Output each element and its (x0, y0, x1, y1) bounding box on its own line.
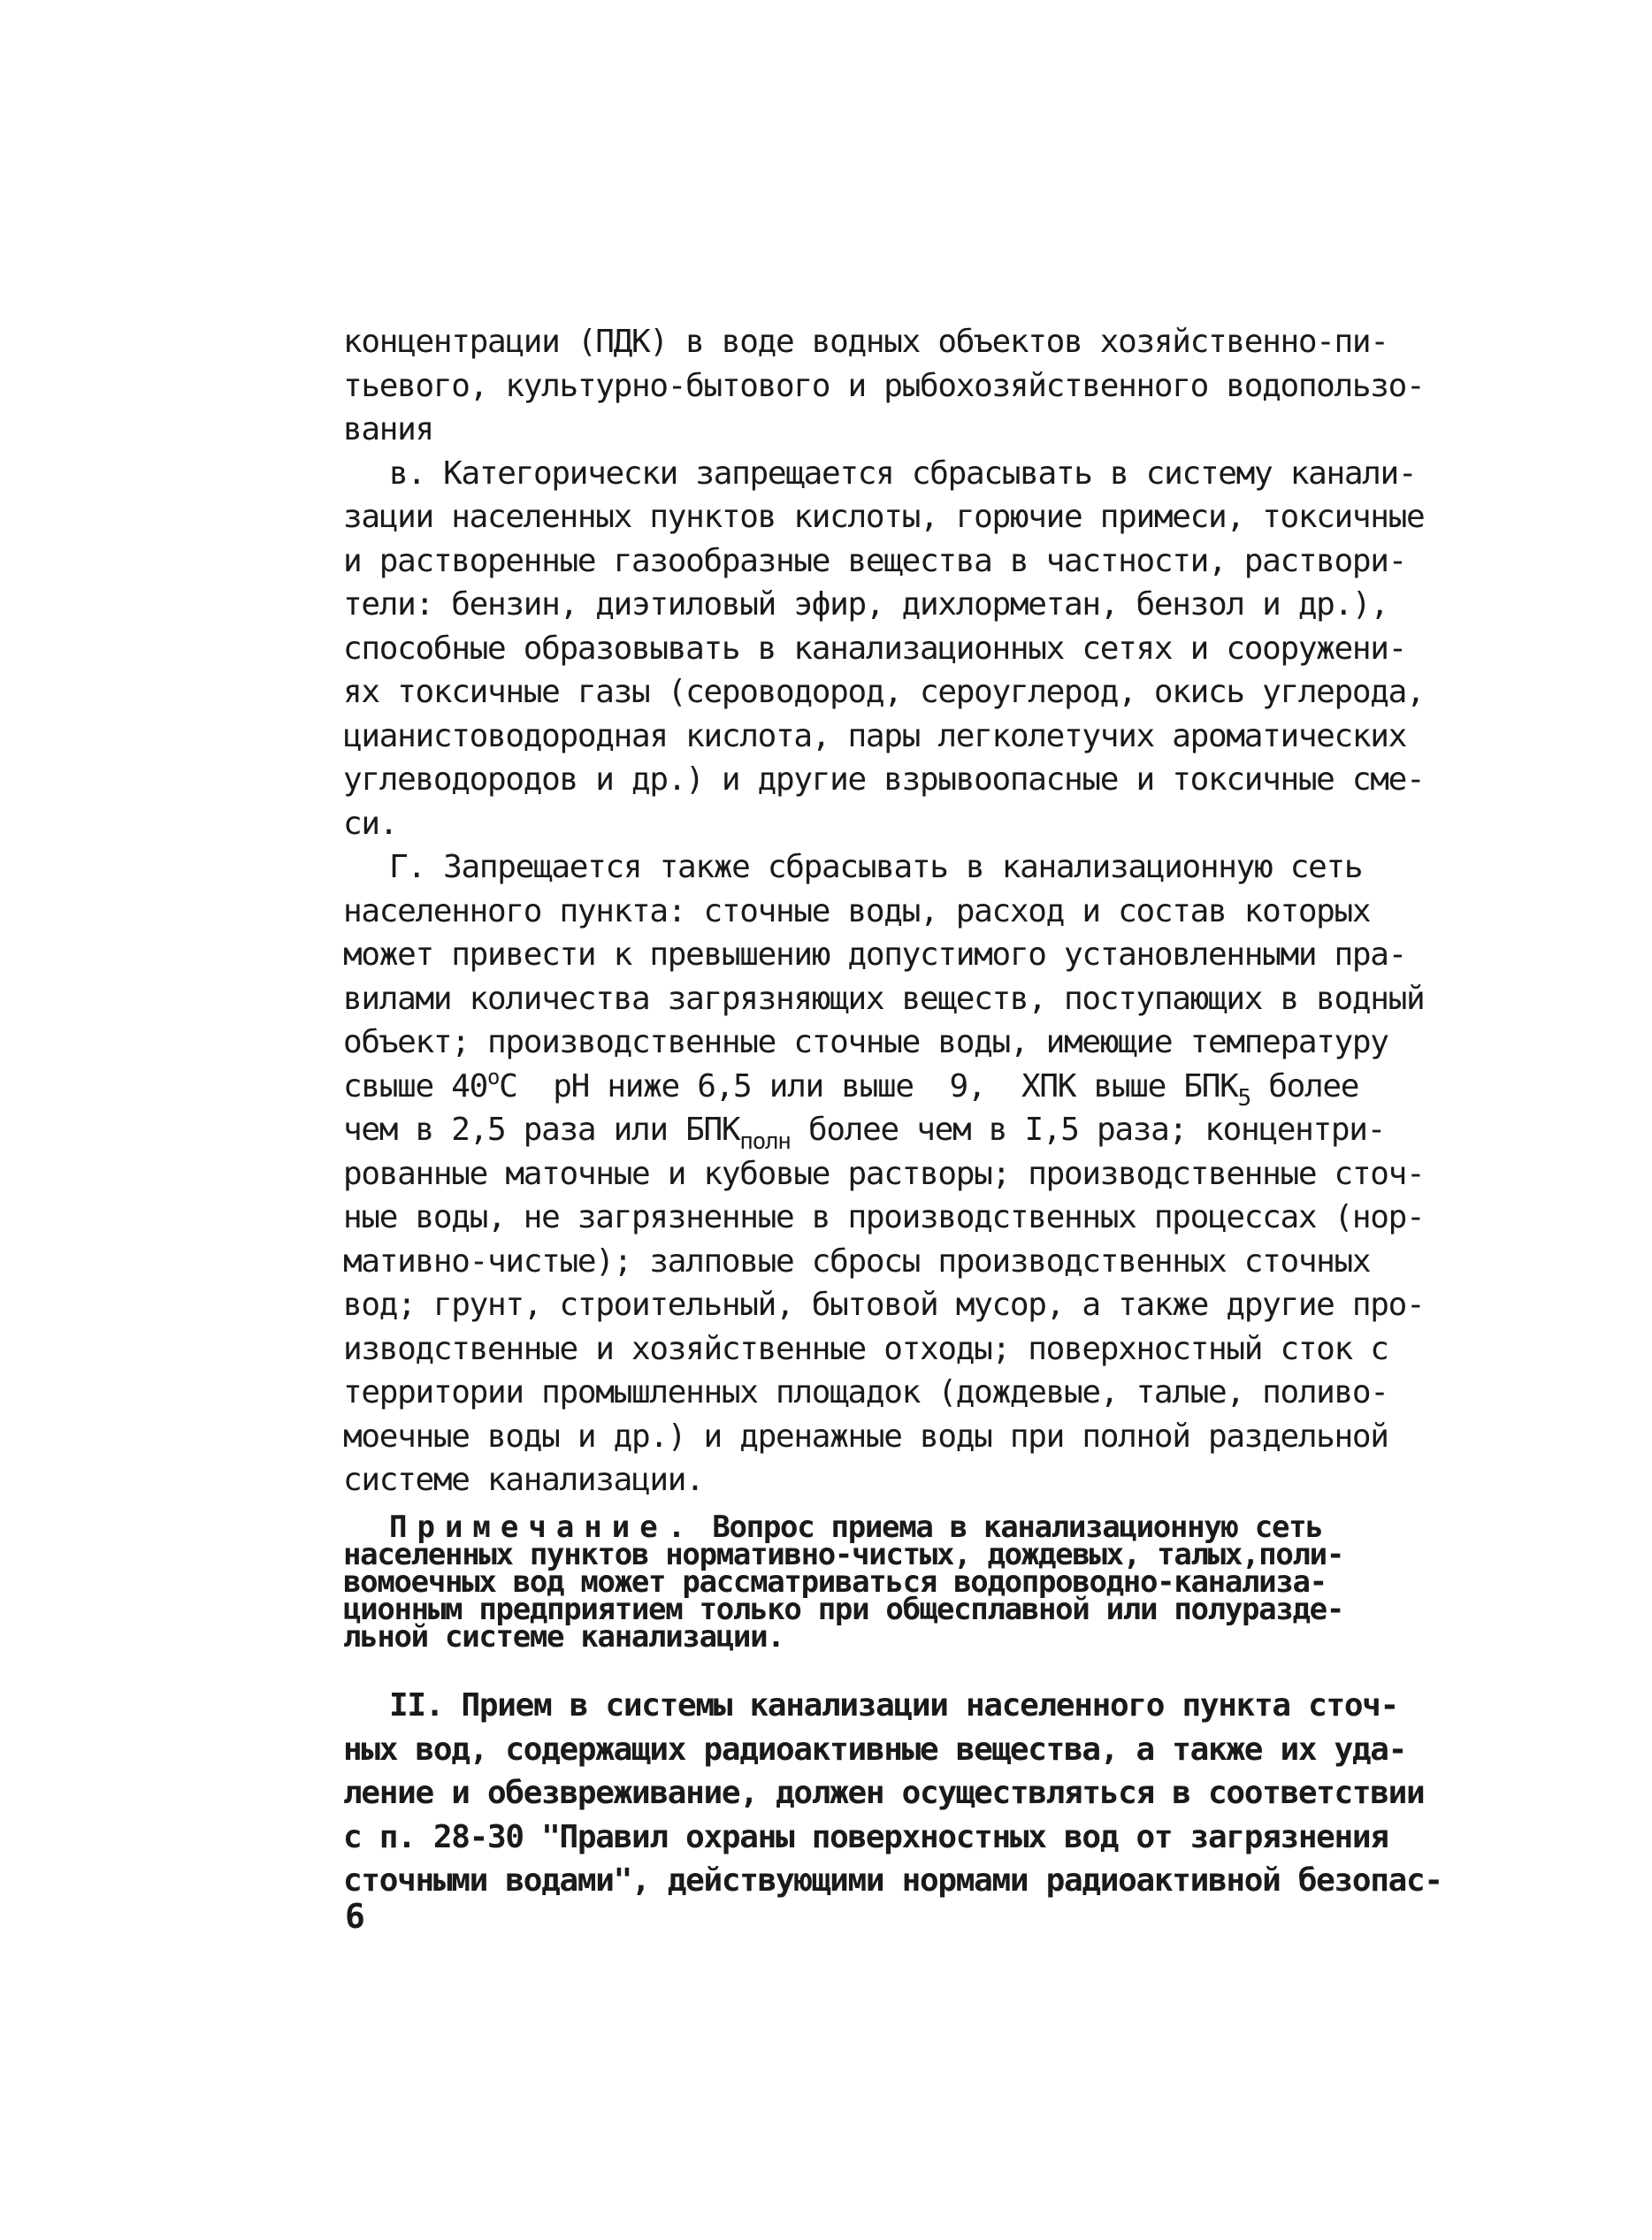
text-line: системе канализации. (343, 1462, 704, 1498)
text-line: льной системе канализации. (343, 1619, 784, 1655)
text-line: концентрации (ПДК) в воде водных объектов хозяйственно-пи- (343, 324, 1388, 360)
text-line: цианистоводородная кислота, пары легколетучих ароматических (343, 717, 1407, 754)
text-fragment: чем в 2,5 раза или БПК (343, 1112, 740, 1148)
text-line: моечные воды и др.) и дренажные воды при полной раздельной (343, 1418, 1388, 1455)
text-fragment: более (1250, 1067, 1359, 1105)
text-fragment: свыше 40 (343, 1067, 487, 1105)
text-line: тели: бензин, диэтиловый эфир, дихлорметан, бензол и др.), (343, 586, 1388, 623)
text-line: с п. 28-30 "Правил охраны поверхностных вод от загрязнения (343, 1818, 1388, 1855)
text-line: ных вод, содержащих радиоактивные вещества, а также их уда- (343, 1731, 1407, 1768)
text-line: территории промышленных площадок (дождевые, талые, поливо- (343, 1374, 1388, 1411)
text-line: населенных пунктов нормативно-чистых, дождевых, талых,поли- (343, 1537, 1344, 1572)
text-line (343, 1108, 1440, 1155)
text-line: углеводородов и др.) и другие взрывоопасные и токсичные сме- (343, 761, 1425, 798)
text-line: в. Категорически запрещается сбрасывать в систему канали- (389, 455, 1417, 492)
text-line: II. Прием в системы канализации населенного пункта сточ- (389, 1687, 1398, 1724)
bod-subscript: полн (739, 1128, 791, 1155)
note-block (343, 1510, 1440, 1655)
text-line: ные воды, не загрязненные в производственных процессах (нор- (343, 1199, 1425, 1235)
text-line: может привести к превышению допустимого установленными пра- (343, 937, 1407, 973)
text-line: Г. Запрещается также сбрасывать в канализационную сеть (389, 849, 1363, 885)
text-line: вилами количества загрязняющих веществ, поступающих в водный (343, 980, 1425, 1017)
body-text (343, 320, 1440, 1502)
text-fragment: С рН ниже 6,5 или выше 9, ХПК выше БПК (499, 1067, 1238, 1105)
text-fragment: более чем в I,5 раза; концентри- (790, 1112, 1385, 1148)
text-line: вомоечных вод может рассматриваться водопроводно-канализа- (343, 1564, 1327, 1600)
text-line: вания (343, 411, 433, 447)
text-line (343, 1064, 1440, 1112)
text-line: изводственные и хозяйственные отходы; поверхностный сток с (343, 1330, 1388, 1367)
degree-superscript: о (487, 1064, 500, 1089)
text-line: си. (343, 805, 398, 842)
text-fragment: Вопрос приема в канализационную сеть (695, 1510, 1323, 1545)
note-label: Примечание. (389, 1510, 696, 1545)
text-line: вод; грунт, строительный, бытовой мусор, а также другие про- (343, 1287, 1425, 1323)
text-line: населенного пункта: сточные воды, расход и состав которых (343, 892, 1371, 929)
text-line: мативно-чистые); залповые сбросы производственных сточных (343, 1242, 1371, 1280)
text-line: тьевого, культурно-бытового и рыбохозяйственного водопользо- (343, 367, 1425, 404)
text-line: ях токсичные газы (сероводород, сероуглерод, окись углерода, (343, 674, 1425, 710)
text-line: сточными водами", действующими нормами радиоактивной безопас- (343, 1862, 1442, 1899)
text-line: зации населенных пунктов кислоты, горючие примеси, токсичные (343, 499, 1425, 535)
text-line: ционным предприятием только при общесплавной или полуразде- (343, 1592, 1344, 1627)
text-line: ление и обезвреживание, должен осуществляться в соответствии (343, 1775, 1425, 1811)
text-line: объект; производственные сточные воды, имеющие температуру (343, 1024, 1388, 1060)
section-11 (343, 1684, 1440, 1903)
text-line: и растворенные газообразные вещества в частности, раствори- (343, 542, 1407, 579)
bod-subscript: 5 (1237, 1084, 1250, 1112)
text-line: способные образовывать в канализационных сетях и сооружени- (343, 630, 1407, 667)
page-number: 6 (345, 1897, 365, 1936)
text-line: рованные маточные и кубовые растворы; производственные сточ- (343, 1155, 1425, 1192)
